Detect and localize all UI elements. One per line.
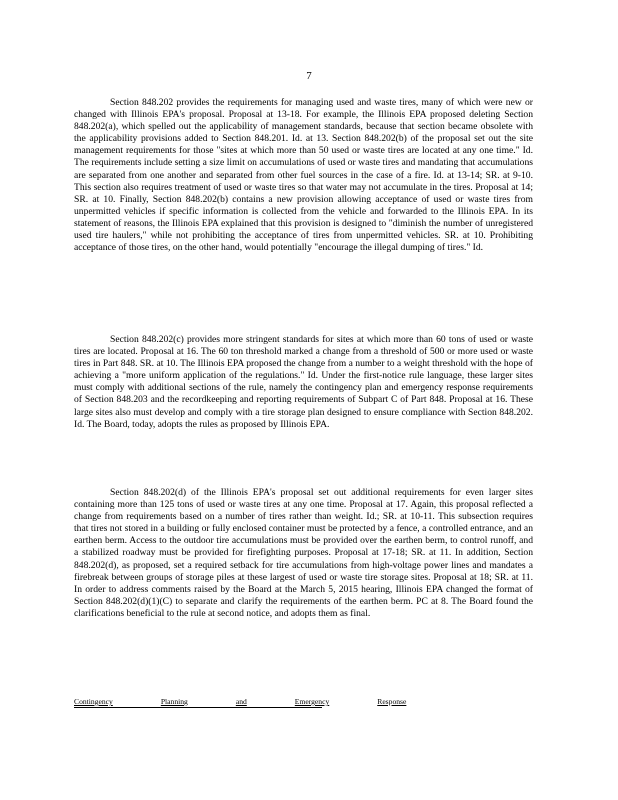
heading-word: Contingency: [74, 697, 113, 706]
heading-word: Planning: [160, 697, 188, 706]
page-number: 7: [306, 70, 312, 82]
heading-word: and: [235, 697, 247, 706]
paragraph-section-848-202-d: Section 848.202(d) of the Illinois EPA's proposal set out additional requirements for even larger sites containing more than 125 tons of used or waste tires at any one time. Proposal at 17. Again, this proposal reflected a change from requirements based on a number of tires rather than weight. Id.; SR. at 10-11. This subsection requires that tires not stored in a building or fully enclosed container must be protected by a fence, a controlled entrance, and an earthen berm. Access to the outdoor tire accumulations must be provided over the earthen berm, to control runoff, and a stabilized roadway must be provided for firefighting purposes. Proposal at 17-18; SR. at 11. In addition, Section 848.202(d), as proposed, set a required setback for tire accumulations from high-voltage power lines and mandates a firebreak between groups of storage piles at these largest of used or waste tire storage sites. Proposal at 18; SR. at 11. In order to address comments raised by the Board at the March 5, 2015 hearing, Illinois EPA changed the format of Section 848.202(d)(1)(C) to separate and clarify the requirements of the earthen berm. PC at 8. The Board found the clarifications beneficial to the rule at second notice, and adopts them as final.: [74, 487, 533, 619]
paragraph-section-848-202: Section 848.202 provides the requirements for managing used and waste tires, many of which were new or changed with Illinois EPA's proposal. Proposal at 13-18. For example, the Illinois EPA proposed deleting Section 848.202(a), which spelled out the applicability of management standards, because that section became obsolete with the applicability provisions added to Section 848.201. Id. at 13. Section 848.202(b) of the proposal set out the site management requirements for those "sites at which more than 50 used or waste tires are located at any one time." Id. The requirements include setting a size limit on accumulations of used or waste tires and mandating that accumulations are separated from one another and separated from other fuel sources in the case of a fire. Id. at 13-14; SR. at 9-10. This section also requires treatment of used or waste tires so that water may not accumulate in the tires. Proposal at 14; SR. at 10. Finally, Section 848.202(b) contains a new provision allowing acceptance of used or waste tires from unpermitted vehicles if specific information is collected from the vehicle and forwarded to the Illinois EPA. In its statement of reasons, the Illinois EPA explained that this provision is designed to "diminish the number of unregistered used tire haulers," while not prohibiting the acceptance of tires from unpermitted vehicles. SR. at 10. Prohibiting acceptance of those tires, on the other hand, would potentially "encourage the illegal dumping of tires." Id.: [74, 97, 533, 254]
section-heading-contingency-planning: [74, 697, 407, 708]
heading-word: Emergency: [294, 697, 330, 706]
paragraph-section-848-202-c: Section 848.202(c) provides more stringent standards for sites at which more than 60 tons of used or waste tires are located. Proposal at 16. The 60 ton threshold marked a change from a threshold of 500 or more used or waste tires in Part 848. SR. at 10. The Illinois EPA proposed the change from a number to a weight threshold with the hope of achieving a "more uniform application of the regulations." Id. Under the first-notice rule language, these larger sites must comply with additional sections of the rule, namely the contingency plan and emergency response requirements of Section 848.203 and the recordkeeping and reporting requirements of Subpart C of Part 848. Proposal at 16. These large sites also must develop and comply with a tire storage plan designed to ensure compliance with Section 848.202. Id. The Board, today, adopts the rules as proposed by Illinois EPA.: [74, 334, 533, 430]
heading-word: Response: [377, 697, 407, 706]
